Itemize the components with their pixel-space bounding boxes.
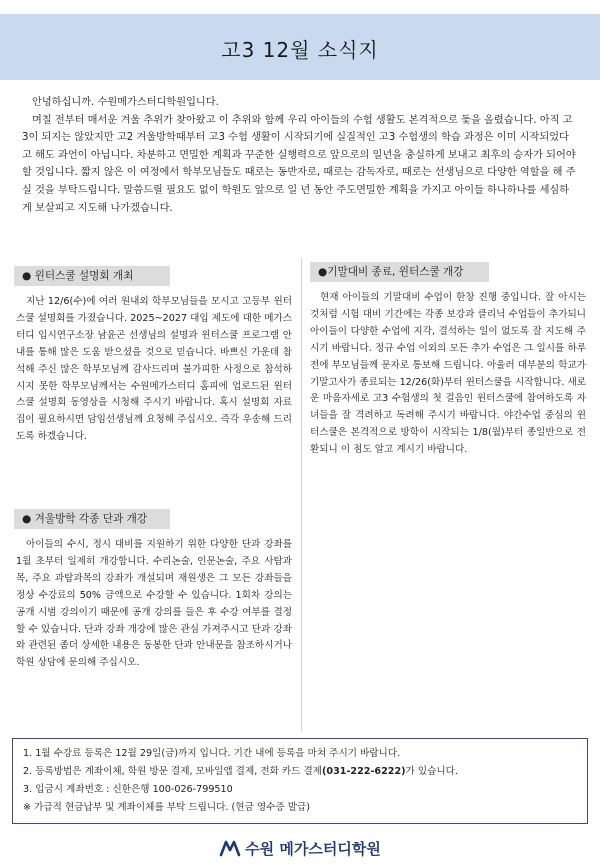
notice-line-1: 1. 1월 수강료 등록은 12월 29일(금)까지 입니다. 기간 내에 등록을 마쳐 주시기 바랍니다. [23, 748, 401, 759]
intro-body: 며칠 전부터 매서운 겨울 추위가 찾아왔고 이 추위와 함께 우리 아이들의 수험 생활도 본격적으로 돛을 올렸습니다. 아직 고3이 되지는 않았지만 고2 겨울방학때부터 고3 수험 생활이 시작되기에 실질적인 고3 수험생의 학습 과정은 이미 시작되었다고 해도 과언이 아닙니다. 차분하고 면밀한 계획과 꾸준한 실행력으로 앞으로의 일년을 충실하게 보내고 최후의 승자가 되어야 할 것입니다. 짧지 않은 이 여정에서 학부모님들도 때로는 동반자로, 때로는 감독자로, 때로는 선생님으로 다양한 역할을 해 주실 것을 부탁드립니다. 말씀드릴 필요도 없이 학원도 앞으로 일 년 동안 주도면밀한 계획을 가지고 아이들 하나하나를 세심하게 보살피고 지도해 나가겠습니다. [22, 114, 576, 214]
section-heading-finals: ●기말대비 종료, 윈터스쿨 개강 [310, 262, 489, 282]
academy-footer [0, 838, 600, 859]
column-divider [301, 258, 302, 732]
academy-name: 수원 메가스터디학원 [245, 840, 381, 858]
page-title: 고3 12월 소식지 [221, 38, 379, 62]
section-heading-winter-classes: ● 겨울방학 각종 단과 개강 [14, 509, 170, 529]
notice-line-3: 3. 입금시 계좌번호 : 신한은행 100-026-799510 [23, 784, 233, 795]
title-banner [0, 14, 600, 80]
intro-greeting: 안녕하십니까. 수원메가스터디학원입니다. [32, 97, 219, 108]
intro-letter [22, 94, 578, 217]
section-heading-winter-school: ● 윈터스쿨 설명회 개최 [14, 266, 170, 286]
notice-phone: (031-222-6222) [322, 766, 406, 777]
notice-line-4: ※ 가급적 현금납부 및 계좌이체를 부탁 드립니다. (현금 영수증 발급) [23, 802, 310, 813]
notice-line-2: 2. 등록방법은 계좌이체, 학원 방문 결제, 모바일앱 결제, 전화 카드 결제(031-222-6222)가 있습니다. [23, 766, 458, 777]
section-body-winter-school: 지난 12/6(수)에 여러 원내외 학부모님들을 모시고 고등부 윈터스쿨 설명회를 가졌습니다. 2025~2027 대입 제도에 대한 메가스터디 입시연구소장 남윤곤 선생님의 설명과 윈터스쿨 프로그램 안내를 통해 많은 도움 받으셨을 것으로 믿습니다. 바쁘신 가운데 참석해 주신 많은 학부모님께 감사드리며 불가피한 사정으로 참석하시지 못한 학부모님께서는 수원메가스터디 홈피에 업로드된 윈터스쿨 설명회 동영상을 시청해 주시기 바랍니다. 혹시 설명회 자료집이 필요하시면 담임선생님께 요청해 주십시오. 즉각 우송해 드리도록 하겠습니다. [16, 296, 292, 443]
section-body-winter-classes: 아이들의 수시, 정시 대비를 지원하기 위한 다양한 단과 강좌를 1월 초부터 일제히 개강합니다. 수리논술, 인문논술, 주요 사탐과목, 주요 과탐과목의 강좌가 개설되며 재원생은 그 모든 강좌들을 정상 수강료의 50% 금액으로 수강할 수 있습니다. 1회차 강의는 공개 시범 강의이기 때문에 공개 강의를 들은 후 수강 여부를 결정할 수 있습니다. 단과 강좌 개강에 많은 관심 가져주시고 단과 강좌와 관련된 좀더 상세한 내용은 동봉한 단과 안내문을 참조하시거나 학원 상담에 문의해 주십시오. [16, 539, 292, 669]
registration-notice-box [12, 738, 588, 824]
section-body-finals: 현재 아이들의 기말대비 수업이 한창 진행 중입니다. 잘 아시는 것처럼 시험 대비 기간에는 각종 보강과 클리닉 수업들이 추가되니 아이들이 다양한 수업에 지각, 결석하는 일이 없도록 잘 지도해 주시기 바랍니다. 정규 수업 이외의 모든 추가 수업은 그 일시를 하루 전에 부모님들께 문자로 통보해 드립니다. 아울러 대부분의 학교가 기말고사가 종료되는 12/26(화)부터 윈터스쿨을 시작합니다. 새로운 마음자세로 고3 수험생의 첫 걸음인 윈터스쿨에 참여하도록 자녀들을 잘 격려하고 독려해 주시기 바랍니다. 야간수업 중심의 윈터스쿨은 본격적으로 방학이 시작되는 1/8(월)부터 종일반으로 전환되니 이 점도 알고 계시기 바랍니다. [310, 292, 586, 456]
megastudy-logo-icon [219, 839, 241, 857]
